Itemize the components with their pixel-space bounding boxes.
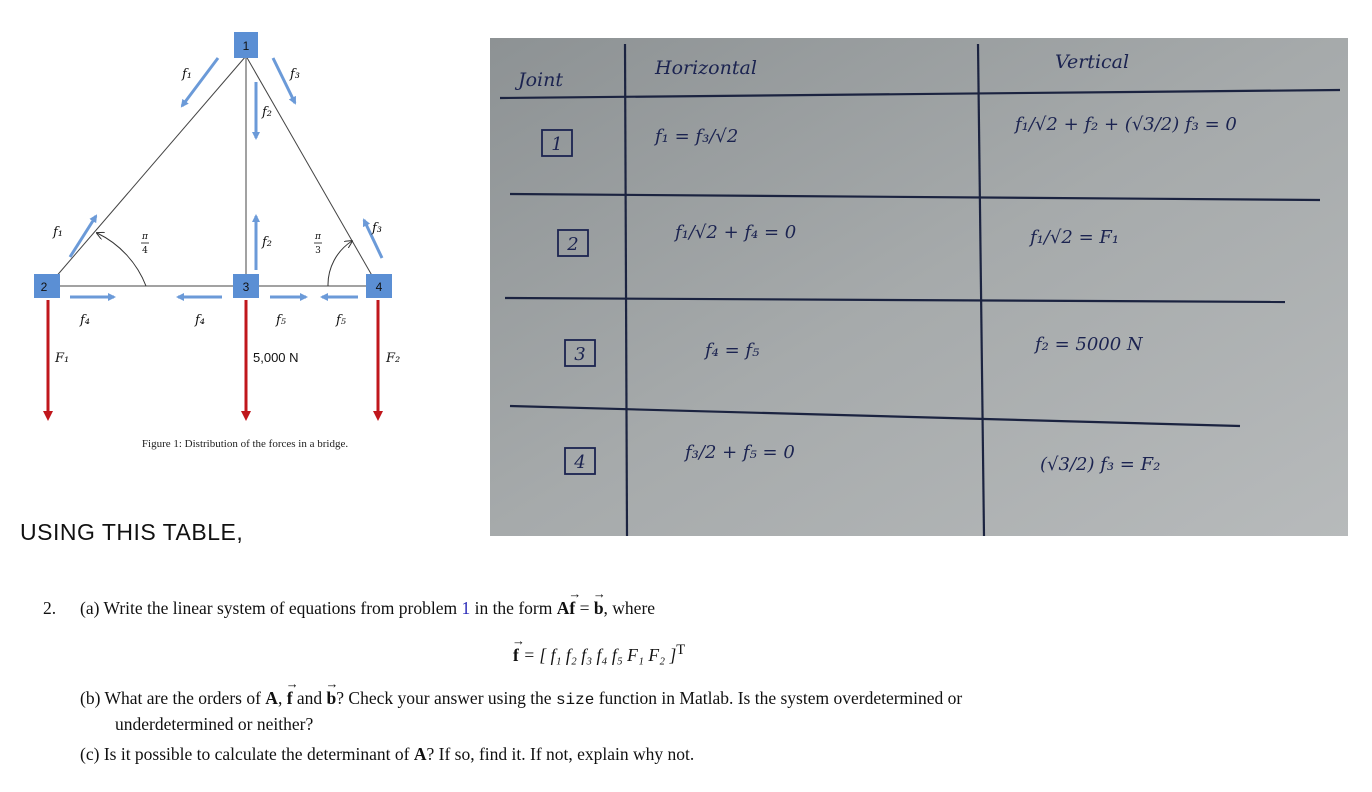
part-a: (a) Write the linear system of equations from problem 1 in the form A→ f = → b, where <box>80 596 1280 621</box>
node-2-label: 2 <box>40 280 48 294</box>
part-c-text-1: Is it possible to calculate the determinant of <box>103 744 410 764</box>
label-f4-right: f₄ <box>195 313 206 328</box>
header-vertical: Vertical <box>1055 51 1130 73</box>
arrow-f1-bottom <box>70 216 96 257</box>
label-f4-left: f₄ <box>80 313 91 328</box>
matrix-A-symbol: A <box>556 598 570 618</box>
joint-label-2: 2 <box>567 234 579 255</box>
arrow-f1-top <box>182 58 218 106</box>
row3-vertical: f₂ = 5000 N <box>1035 334 1143 355</box>
label-f1-bottom: f₁ <box>53 225 64 240</box>
node-1-label: 1 <box>242 39 250 53</box>
vector-f-symbol: → f <box>569 596 575 621</box>
row3-horizontal: f₄ = f₅ <box>705 340 760 361</box>
part-b-text-4: function in Matlab. Is the system overdetermined or <box>598 688 963 708</box>
matrix-A-symbol-b: A <box>265 688 278 708</box>
part-c-label: (c) <box>80 744 100 764</box>
vector-f-symbol-eq: → f <box>513 643 519 668</box>
vector-f-symbol-b: → f <box>287 686 293 711</box>
angle-label-pi-3 <box>314 232 322 256</box>
part-a-text-3: , where <box>603 598 656 618</box>
size-function-code: size <box>555 691 595 709</box>
row1-horizontal: f₁ = f₃/√2 <box>655 126 739 147</box>
part-c <box>80 742 1280 767</box>
f-vector-equation <box>513 638 685 668</box>
label-f3-top: f₃ <box>290 67 301 82</box>
svg-text:3: 3 <box>315 246 321 256</box>
problem-number: 2. <box>43 598 57 618</box>
handwritten-table-photo <box>490 38 1348 536</box>
row1-vertical: f₁/√2 + f₂ + (√3/2) f₃ = 0 <box>1015 114 1237 135</box>
label-f1-top: f₁ <box>182 67 193 82</box>
using-table-label: USING THIS TABLE, <box>20 519 244 545</box>
vector-b-symbol-b: → b <box>327 686 337 711</box>
joint-label-3: 3 <box>574 344 586 365</box>
part-b-label: (b) <box>80 688 101 708</box>
svg-text:π: π <box>142 232 148 242</box>
part-a-text-2: in the form <box>474 598 553 618</box>
angle-arc-pi-4 <box>97 233 146 286</box>
figure-caption: Figure 1: Distribution of the forces in a bridge. <box>141 438 349 450</box>
bridge-force-diagram <box>0 0 480 470</box>
part-b-text-2: and <box>296 688 323 708</box>
label-f5-right: f₅ <box>336 313 347 328</box>
label-f5-left: f₅ <box>276 313 287 328</box>
row2-horizontal: f₁/√2 + f₄ = 0 <box>675 222 797 243</box>
part-b: (b) What are the orders of A, → f and → b? Check your answer using the size function in Matlab. Is the system overdetermined or <box>80 686 1280 713</box>
part-c-text-2: ? If so, find it. If not, explain why not. <box>426 744 695 764</box>
joint-label-1: 1 <box>551 134 563 155</box>
label-f3-bottom: f₃ <box>372 221 383 236</box>
part-a-text-1: Write the linear system of equations from problem <box>103 598 458 618</box>
f-vector-components: = [ f₁ f₂ f₃ f₄ f₅ F₁ F₂ ] <box>523 644 677 665</box>
row2-vertical: f₁/√2 = F₁ <box>1030 227 1120 248</box>
row4-vertical: (√3/2) f₃ = F₂ <box>1040 454 1161 475</box>
node-4-label: 4 <box>375 280 383 294</box>
matrix-A-symbol-c: A <box>413 744 427 764</box>
part-b-text-5: underdetermined or neither? <box>115 714 314 734</box>
svg-text:π: π <box>315 232 321 242</box>
label-f2-bottom: f₂ <box>262 235 273 250</box>
node-3-label: 3 <box>242 280 250 294</box>
vector-b-symbol: → b <box>594 596 604 621</box>
label-load: 5,000 N <box>253 350 299 365</box>
part-b-text-1: What are the orders of <box>104 688 261 708</box>
transpose-mark: T <box>676 642 686 658</box>
problem-1-link[interactable]: 1 <box>461 598 471 618</box>
part-b-text-3: ? Check your answer using the <box>336 688 552 708</box>
angle-arc-pi-3 <box>328 241 352 286</box>
member-1-4 <box>246 56 378 286</box>
joint-label-4: 4 <box>574 452 586 473</box>
label-F2: F₂ <box>386 351 401 366</box>
truss-members <box>48 56 378 286</box>
angle-label-pi-4 <box>141 232 149 256</box>
svg-text:4: 4 <box>142 246 148 256</box>
row4-horizontal: f₃/2 + f₅ = 0 <box>685 442 795 463</box>
member-force-arrows <box>70 58 382 297</box>
header-joint: Joint <box>518 69 564 91</box>
external-force-arrows <box>48 300 378 416</box>
label-f2-top: f₂ <box>262 105 273 120</box>
part-a-label: (a) <box>80 598 100 618</box>
label-F1: F₁ <box>55 351 70 366</box>
header-horizontal: Horizontal <box>655 57 757 79</box>
